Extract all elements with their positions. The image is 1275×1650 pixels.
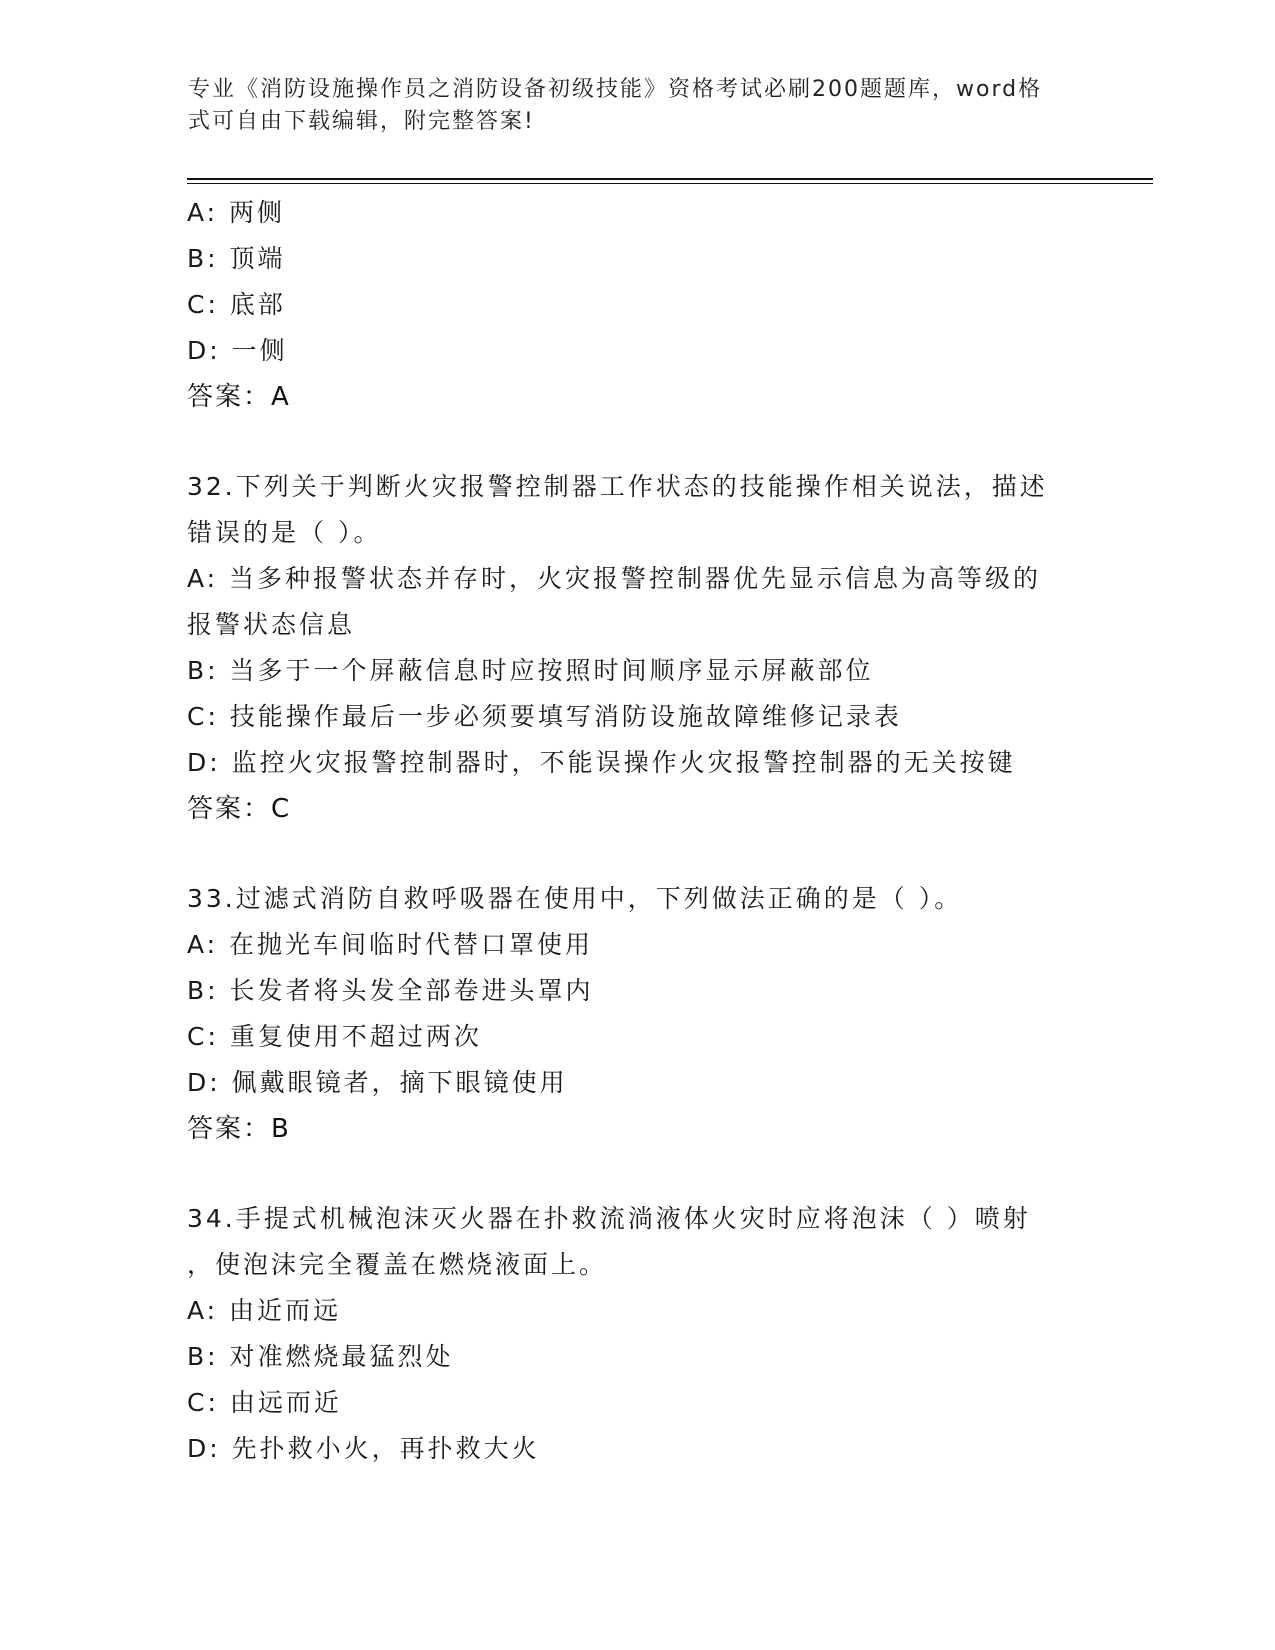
header-rule-thin: [187, 183, 1153, 184]
option-c: C: 技能操作最后一步必须要填写消防设施故障维修记录表: [187, 702, 902, 731]
option-a-continued: 报警状态信息: [187, 610, 356, 639]
document-header: [188, 74, 1068, 138]
question-stem: 33.过滤式消防自救呼吸器在使用中，下列做法正确的是（ ）。: [187, 884, 963, 913]
answer-line: 答案：B: [187, 1114, 291, 1144]
option-a: A: 在抛光车间临时代替口罩使用: [187, 930, 594, 959]
option-d: D: 佩戴眼镜者，摘下眼镜使用: [187, 1068, 568, 1097]
question-34: [187, 1196, 1087, 1472]
question-stem: 34.手提式机械泡沫灭火器在扑救流淌液体火灾时应将泡沫（ ）喷射: [187, 1204, 1031, 1233]
option-c: C: 由远而近: [187, 1388, 342, 1417]
header-rule-thick: [187, 178, 1153, 180]
question-stem: 32.下列关于判断火灾报警控制器工作状态的技能操作相关说法，描述: [187, 472, 1048, 501]
header-line-1: 专业《消防设施操作员之消防设备初级技能》资格考试必刷200题题库，word格: [188, 77, 1043, 102]
answer-line: 答案：C: [187, 794, 292, 824]
option-b: B: 顶端: [187, 244, 286, 273]
option-c: C: 重复使用不超过两次: [187, 1022, 482, 1051]
option-d: D: 监控火灾报警控制器时，不能误操作火灾报警控制器的无关按键: [187, 748, 1016, 777]
document-body: [187, 190, 1087, 1472]
question-stem-continued: 错误的是（ ）。: [187, 518, 382, 547]
option-c: C: 底部: [187, 290, 286, 319]
option-a: A: 当多种报警状态并存时，火灾报警控制器优先显示信息为高等级的: [187, 564, 1042, 593]
option-d: D: 先扑救小火，再扑救大火: [187, 1434, 540, 1463]
question-33: [187, 876, 1087, 1152]
question-stem-continued: ，使泡沫完全覆盖在燃烧液面上。: [187, 1250, 608, 1279]
question-31: [187, 190, 1087, 420]
option-b: B: 对准燃烧最猛烈处: [187, 1342, 454, 1371]
option-b: B: 长发者将头发全部卷进头罩内: [187, 976, 594, 1005]
header-line-2: 式可自由下载编辑，附完整答案!: [188, 109, 535, 134]
question-32: [187, 464, 1087, 832]
option-d: D: 一侧: [187, 336, 288, 365]
option-a: A: 由近而远: [187, 1296, 342, 1325]
answer-line: 答案：A: [187, 382, 291, 412]
option-a: A: 两侧: [187, 198, 286, 227]
option-b: B: 当多于一个屏蔽信息时应按照时间顺序显示屏蔽部位: [187, 656, 874, 685]
